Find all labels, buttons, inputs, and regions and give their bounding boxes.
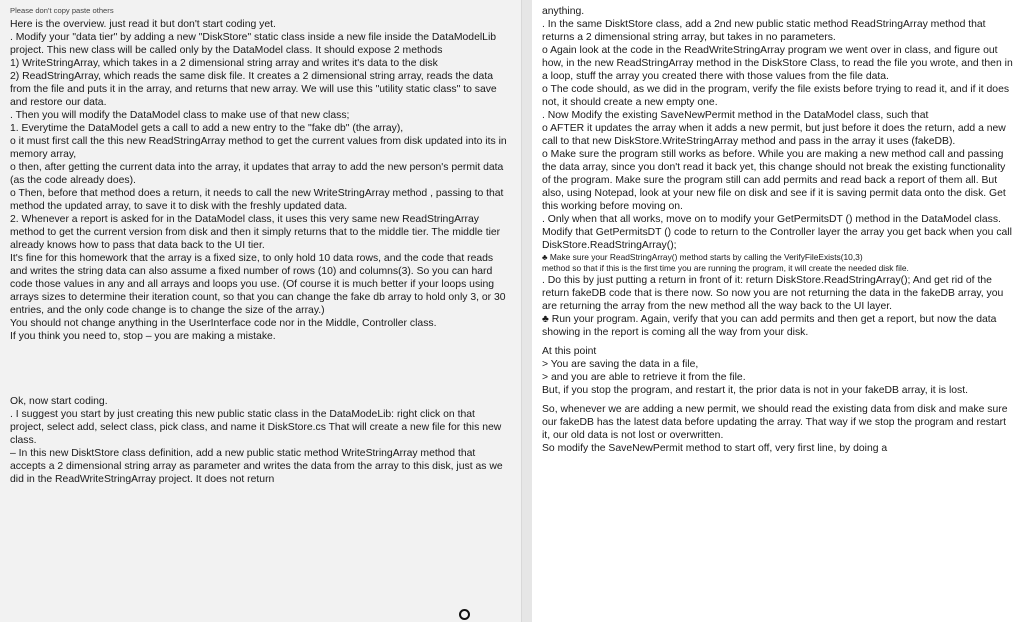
paragraph: . Do this by just putting a return in front of it: return DiskStore.ReadStringArray(); And get rid of the return fakeDB code that is there now. So now you are not returning the data in the fakeDB array, you are returning the array from the new method all the way back to the UI layer. [542,275,1004,312]
copy-warning-note: Please don't copy paste others [10,6,114,15]
paragraph: . I suggest you start by just creating this new public static class in the DataModeLib: right click on that project, select add, select class, pick class, and name it DiskStore.cs That will create a new file for this new class. [10,409,502,446]
mouse-cursor-icon [459,609,470,620]
instructions-section [542,5,1016,339]
paragraph: o it must first call the this new ReadStringArray method to get the current values from disk updated into its in memory array, [10,136,507,160]
spacer [10,343,507,395]
paragraph: ♣ Run your program. Again, verify that you can add permits and then get a report, but now the data showing in the report is coming all the way from your disk. [542,314,997,338]
paragraph: . In the same DisktStore class, add a 2nd new public static method ReadStringArray method that returns a 2 dimensional string array, but takes in no parameters. [542,19,986,43]
paragraph: At this point [542,346,597,357]
paragraph: o The code should, as we did in the program, verify the file exists before trying to read it, and if it does not, it should create a new empty one. [542,84,1010,108]
paragraph: So modify the SaveNewPermit method to start off, very first line, by doing a [542,443,888,454]
paragraph: Ok, now start coding. [10,396,108,407]
paragraph: . Now Modify the existing SaveNewPermit method in the DataModel class, such that [542,110,929,121]
paragraph: > You are saving the data in a file, [542,359,699,370]
paragraph: 1) WriteStringArray, which takes in a 2 dimensional string array and writes it's data to the disk [10,58,438,69]
paragraph: o then, after getting the current data into the array, it updates that array to add the new person's permit data (as the code already does). [10,162,504,186]
paragraph: o Make sure the program still works as before. While you are making a new method call and passing the data array, since you don't read it back yet, this change should not break the existing functionality of the program. Make sure the program still can add permits and read back a report of them all. But also, using Notepad, look at your new file on disk and see if it is saving permit data onto the disk. Get this working before moving on. [542,149,1006,212]
small-note: method so that if this is the first time you are running the program, it will create the needed disk file. [542,263,909,273]
persistence-section [542,403,1016,455]
paragraph: . Then you will modify the DataModel class to make use of that new class; [10,110,350,121]
paragraph: Modify that GetPermitsDT () code to return to the Controller layer the array you get back when you call DiskStore.ReadStringArray(); [542,227,1012,251]
right-document-pane [532,0,1024,622]
paragraph: But, if you stop the program, and restart it, the prior data is not in your fakeDB array, it is lost. [542,385,969,396]
paragraph: o AFTER it updates the array when it adds a new permit, but just before it does the return, add a new call to that new DiskStore.WriteStringArray method and pass in the array it uses (fakeDB). [542,123,1006,147]
paragraph: 2. Whenever a report is asked for in the DataModel class, it uses this very same new ReadStringArray method to get the current version from disk and then it simply returns that to the middle tier. The middle tier already knows how to pass that data back to the UI tier. [10,214,501,251]
paragraph: 2) ReadStringArray, which reads the same disk file. It creates a 2 dimensional string array, reads the data from the file and puts it in the array, and returns that new array. We will use this "utility static class" to save and restore our data. [10,71,497,108]
paragraph: o Again look at the code in the ReadWriteStringArray program we went over in class, and figure out how, in the new ReadStringArray method in the DiskStore Class, to read the file you wrote, and then in a loop, stuff the array you created there with those values from the file data. [542,45,1013,82]
paragraph: So, whenever we are adding a new permit, we should read the existing data from disk and make sure our fakeDB has the latest data before updating the array. That way if we stop the program and restart it, our old data is not lost or overwritten. [542,404,1008,441]
paragraph: It's fine for this homework that the array is a fixed size, to only hold 10 data rows, and the code that reads and writes the string data can also assume a fixed number of rows (10) and columns(3). So you can hard code those values in any and all arrays and loops you use. (Of course it is much better if your loops using arrays sizes to determine their iteration count, so that you can change the fake db array to hold only 3, or 30 entries, and the only code change is to change the size of the array.) [10,253,506,316]
small-note: ♣ Make sure your ReadStringArray() method starts by calling the VerifyFileExists(10,3) [542,252,863,262]
paragraph: You should not change anything in the UserInterface code nor in the Middle, Controller class. [10,318,437,329]
paragraph: 1. Everytime the DataModel gets a call to add a new entry to the "fake db" (the array), [10,123,404,134]
paragraph: Here is the overview. just read it but don't start coding yet. [10,19,276,30]
at-this-point-section [542,345,1016,397]
paragraph: If you think you need to, stop – you are making a mistake. [10,331,276,342]
paragraph: anything. [542,6,585,17]
paragraph: . Only when that all works, move on to modify your GetPermitsDT () method in the DataModel class. [542,214,1001,225]
paragraph: o Then, before that method does a return, it needs to call the new WriteStringArray method , passing to that method the updated array, to save it to disk with the freshly updated data. [10,188,504,212]
coding-section [10,395,507,486]
paragraph: > and you are able to retrieve it from the file. [542,372,746,383]
overview-section [10,18,507,343]
paragraph: . Modify your "data tier" by adding a new "DiskStore" static class inside a new file inside the DataModelLib project. This new class will be called only by the DataModel class. It should expose 2 methods [10,32,497,56]
paragraph: – In this new DisktStore class definition, add a new public static method WriteStringArray method that accepts a 2 dimensional string array as parameter and writes the data from the array to this disk, just as we did in the ReadWriteStringArray project. It does not return [10,448,503,485]
pane-divider [522,0,532,622]
